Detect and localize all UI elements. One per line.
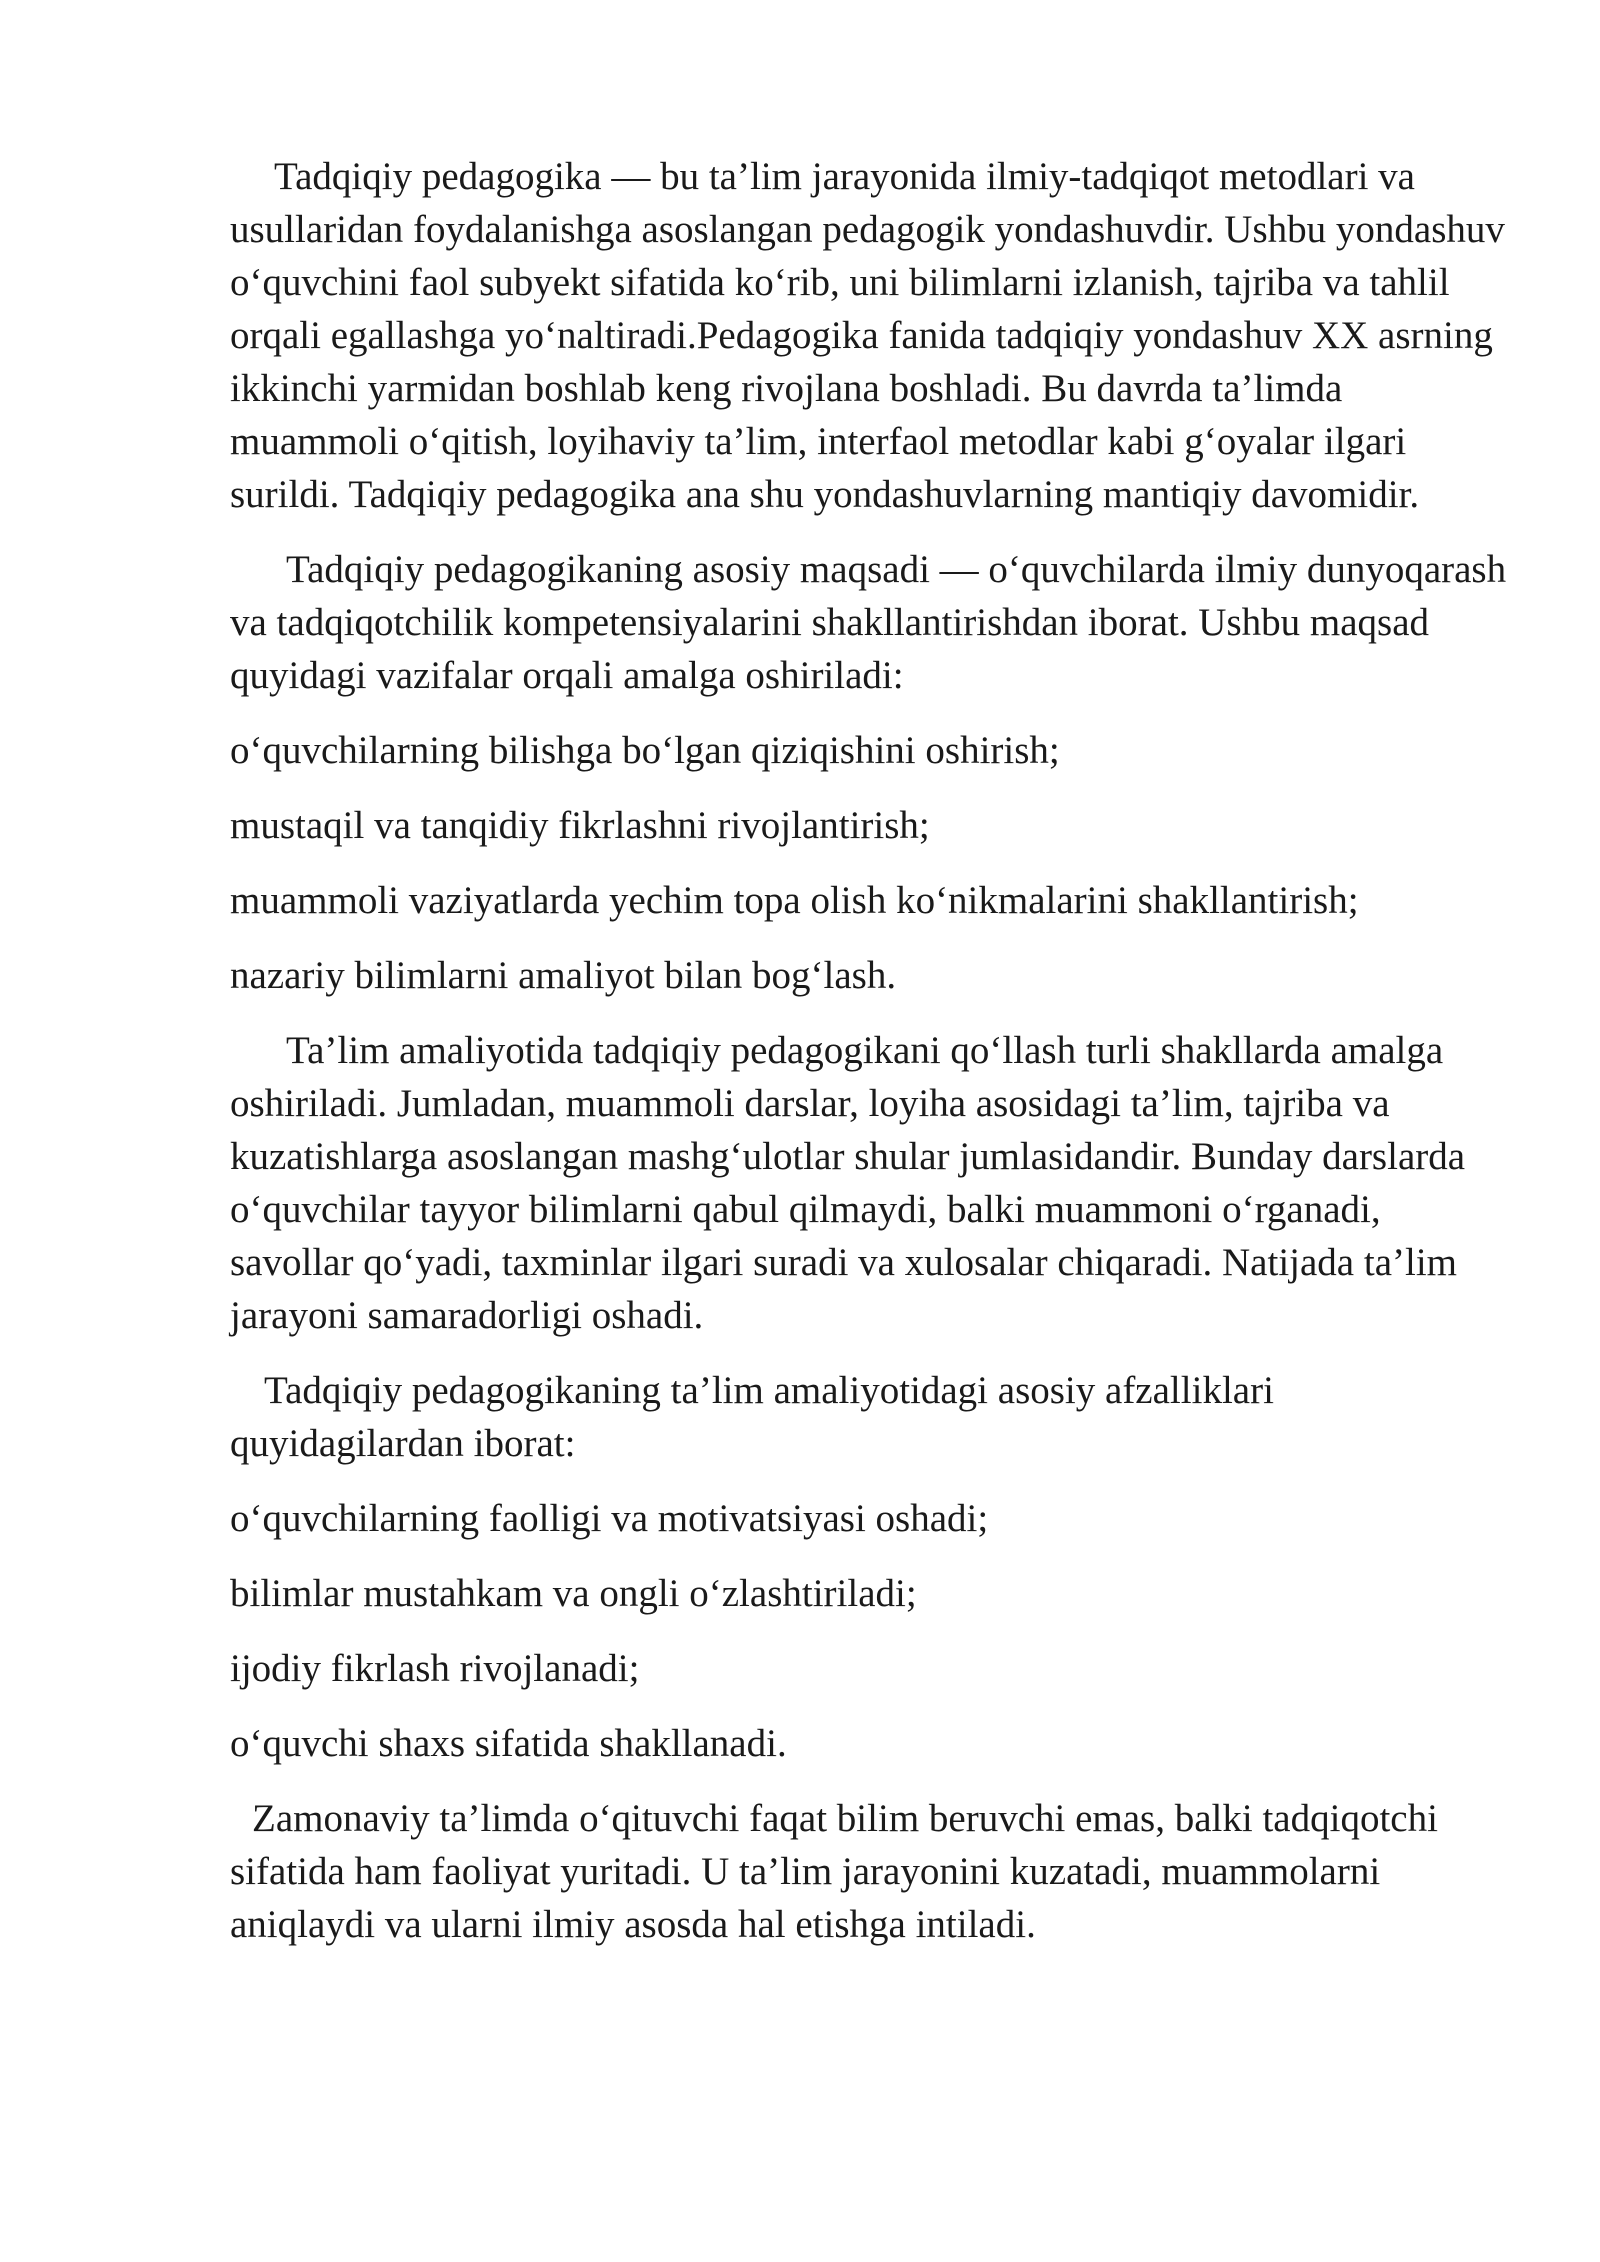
list-item: o‘quvchi shaxs sifatida shakllanadi. xyxy=(230,1722,787,1765)
document-page xyxy=(230,150,1510,1973)
list-item: nazariy bilimlarni amaliyot bilan bog‘lash. xyxy=(230,954,897,997)
paragraph-practice: Ta’lim amaliyotida tadqiqiy pedagogikani qo‘llash turli shakllarda amalga oshiriladi. Jumladan, muammoli darslar, loyiha asosidagi ta’lim, tajriba va kuzatishlarga asoslangan mashg‘ulotlar shular jumlasidandir. Bunday darslarda o‘quvchilar tayyor bilimlarni qabul qilmaydi, balki muammoni o‘rganadi, savollar qo‘yadi, taxminlar ilgari suradi va xulosalar chiqaradi. Natijada ta’lim jarayoni samaradorligi oshadi. xyxy=(230,1029,1466,1337)
list-item: mustaqil va tanqidiy fikrlashni rivojlantirish; xyxy=(230,804,930,847)
paragraph-teacher-role: Zamonaviy ta’limda o‘qituvchi faqat bilim beruvchi emas, balki tadqiqotchi sifatida ham faoliyat yuritadi. U ta’lim jarayonini kuzatadi, muammolarni aniqlaydi va ularni ilmiy asosda hal etishga intiladi. xyxy=(230,1797,1438,1946)
list-item: muammoli vaziyatlarda yechim topa olish ko‘nikmalarini shakllantirish; xyxy=(230,879,1359,922)
list-item: bilimlar mustahkam va ongli o‘zlashtiriladi; xyxy=(230,1572,917,1615)
list-item: o‘quvchilarning bilishga bo‘lgan qiziqishini oshirish; xyxy=(230,729,1060,772)
paragraph-definition: Tadqiqiy pedagogika — bu ta’lim jarayonida ilmiy-tadqiqot metodlari va usullaridan foydalanishga asoslangan pedagogik yondashuvdir. Ushbu yondashuv o‘quvchini faol subyekt sifatida ko‘rib, uni bilimlarni izlanish, tajriba va tahlil orqali egallashga yo‘naltiradi.Pedagogika fanida tadqiqiy yondashuv XX asrning ikkinchi yarmidan boshlab keng rivojlana boshladi. Bu davrda ta’limda muammoli o‘qitish, loyihaviy ta’lim, interfaol metodlar kabi g‘oyalar ilgari surildi. Tadqiqiy pedagogika ana shu yondashuvlarning mantiqiy davomidir. xyxy=(230,155,1505,516)
paragraph-advantages-intro: Tadqiqiy pedagogikaning ta’lim amaliyotidagi asosiy afzalliklari quyidagilardan iborat: xyxy=(230,1369,1274,1465)
list-item: ijodiy fikrlash rivojlanadi; xyxy=(230,1647,640,1690)
advantages-list xyxy=(230,1492,1510,1770)
list-item: o‘quvchilarning faolligi va motivatsiyasi oshadi; xyxy=(230,1497,989,1540)
tasks-list xyxy=(230,724,1510,1002)
paragraph-goal: Tadqiqiy pedagogikaning asosiy maqsadi — o‘quvchilarda ilmiy dunyoqarash va tadqiqotchilik kompetensiyalarini shakllantirishdan iborat. Ushbu maqsad quyidagi vazifalar orqali amalga oshiriladi: xyxy=(230,548,1507,697)
